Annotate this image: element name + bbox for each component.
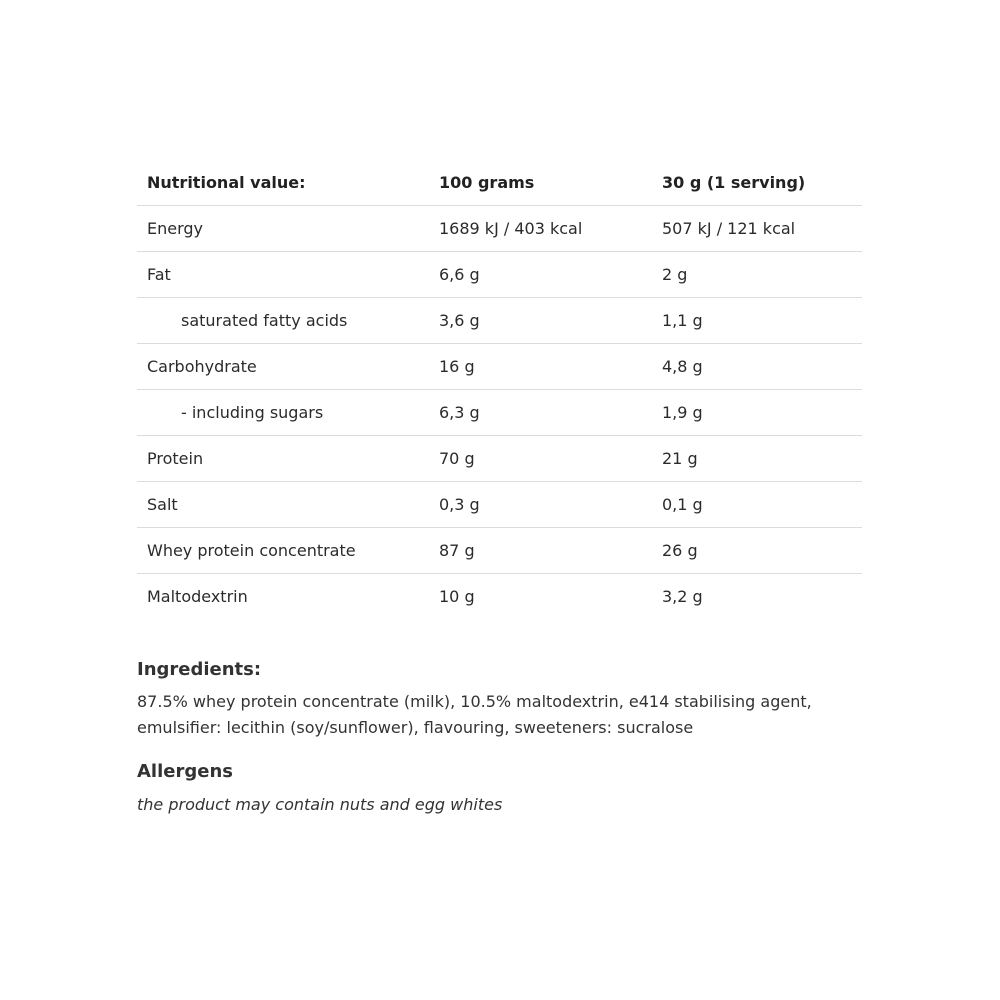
value-per-100g-cell: 0,3 g (429, 482, 652, 528)
table-row (137, 574, 862, 620)
table-header-row (137, 160, 862, 206)
nutrition-table (137, 160, 862, 619)
value-per-serving-cell: 1,1 g (652, 298, 862, 344)
product-info (137, 160, 862, 814)
value-per-serving-cell: 0,1 g (652, 482, 862, 528)
table-row (137, 344, 862, 390)
value-per-100g-cell: 70 g (429, 436, 652, 482)
table-row (137, 390, 862, 436)
value-per-100g-cell: 16 g (429, 344, 652, 390)
value-per-100g-cell: 3,6 g (429, 298, 652, 344)
value-per-serving-cell: 507 kJ / 121 kcal (652, 206, 862, 252)
table-row (137, 436, 862, 482)
nutrient-name-cell: - including sugars (137, 390, 429, 436)
value-per-serving-cell: 26 g (652, 528, 862, 574)
value-per-100g-cell: 1689 kJ / 403 kcal (429, 206, 652, 252)
table-row (137, 298, 862, 344)
nutrient-name-cell: Protein (137, 436, 429, 482)
value-per-serving-cell: 21 g (652, 436, 862, 482)
header-per-serving: 30 g (1 serving) (652, 160, 862, 206)
nutrition-table-body (137, 206, 862, 620)
nutrient-name-cell: Whey protein concentrate (137, 528, 429, 574)
table-row (137, 206, 862, 252)
value-per-100g-cell: 6,3 g (429, 390, 652, 436)
value-per-serving-cell: 2 g (652, 252, 862, 298)
table-row (137, 252, 862, 298)
value-per-100g-cell: 6,6 g (429, 252, 652, 298)
nutrient-name-cell: saturated fatty acids (137, 298, 429, 344)
allergens-text: the product may contain nuts and egg whites (137, 795, 503, 814)
nutrient-name-cell: Energy (137, 206, 429, 252)
nutrient-name-cell: Carbohydrate (137, 344, 429, 390)
header-per-100-grams: 100 grams (429, 160, 652, 206)
value-per-serving-cell: 3,2 g (662, 587, 703, 606)
nutrient-name-cell: Maltodextrin (147, 587, 248, 606)
header-nutritional-value: Nutritional value: (137, 160, 429, 206)
ingredients-text: 87.5% whey protein concentrate (milk), 10.5% maltodextrin, e414 stabilising agent, emulsifier: lecithin (soy/sunflower), flavouring, sweeteners: sucralose (137, 692, 812, 737)
value-per-serving-cell: 1,9 g (652, 390, 862, 436)
value-per-serving-cell: 4,8 g (652, 344, 862, 390)
table-row (137, 482, 862, 528)
nutrient-name-cell: Fat (137, 252, 429, 298)
value-per-100g-cell: 10 g (439, 587, 475, 606)
ingredients-title: Ingredients: (137, 659, 262, 680)
allergens-title: Allergens (137, 761, 233, 782)
value-per-100g-cell: 87 g (429, 528, 652, 574)
nutrient-name-cell: Salt (137, 482, 429, 528)
table-row (137, 528, 862, 574)
